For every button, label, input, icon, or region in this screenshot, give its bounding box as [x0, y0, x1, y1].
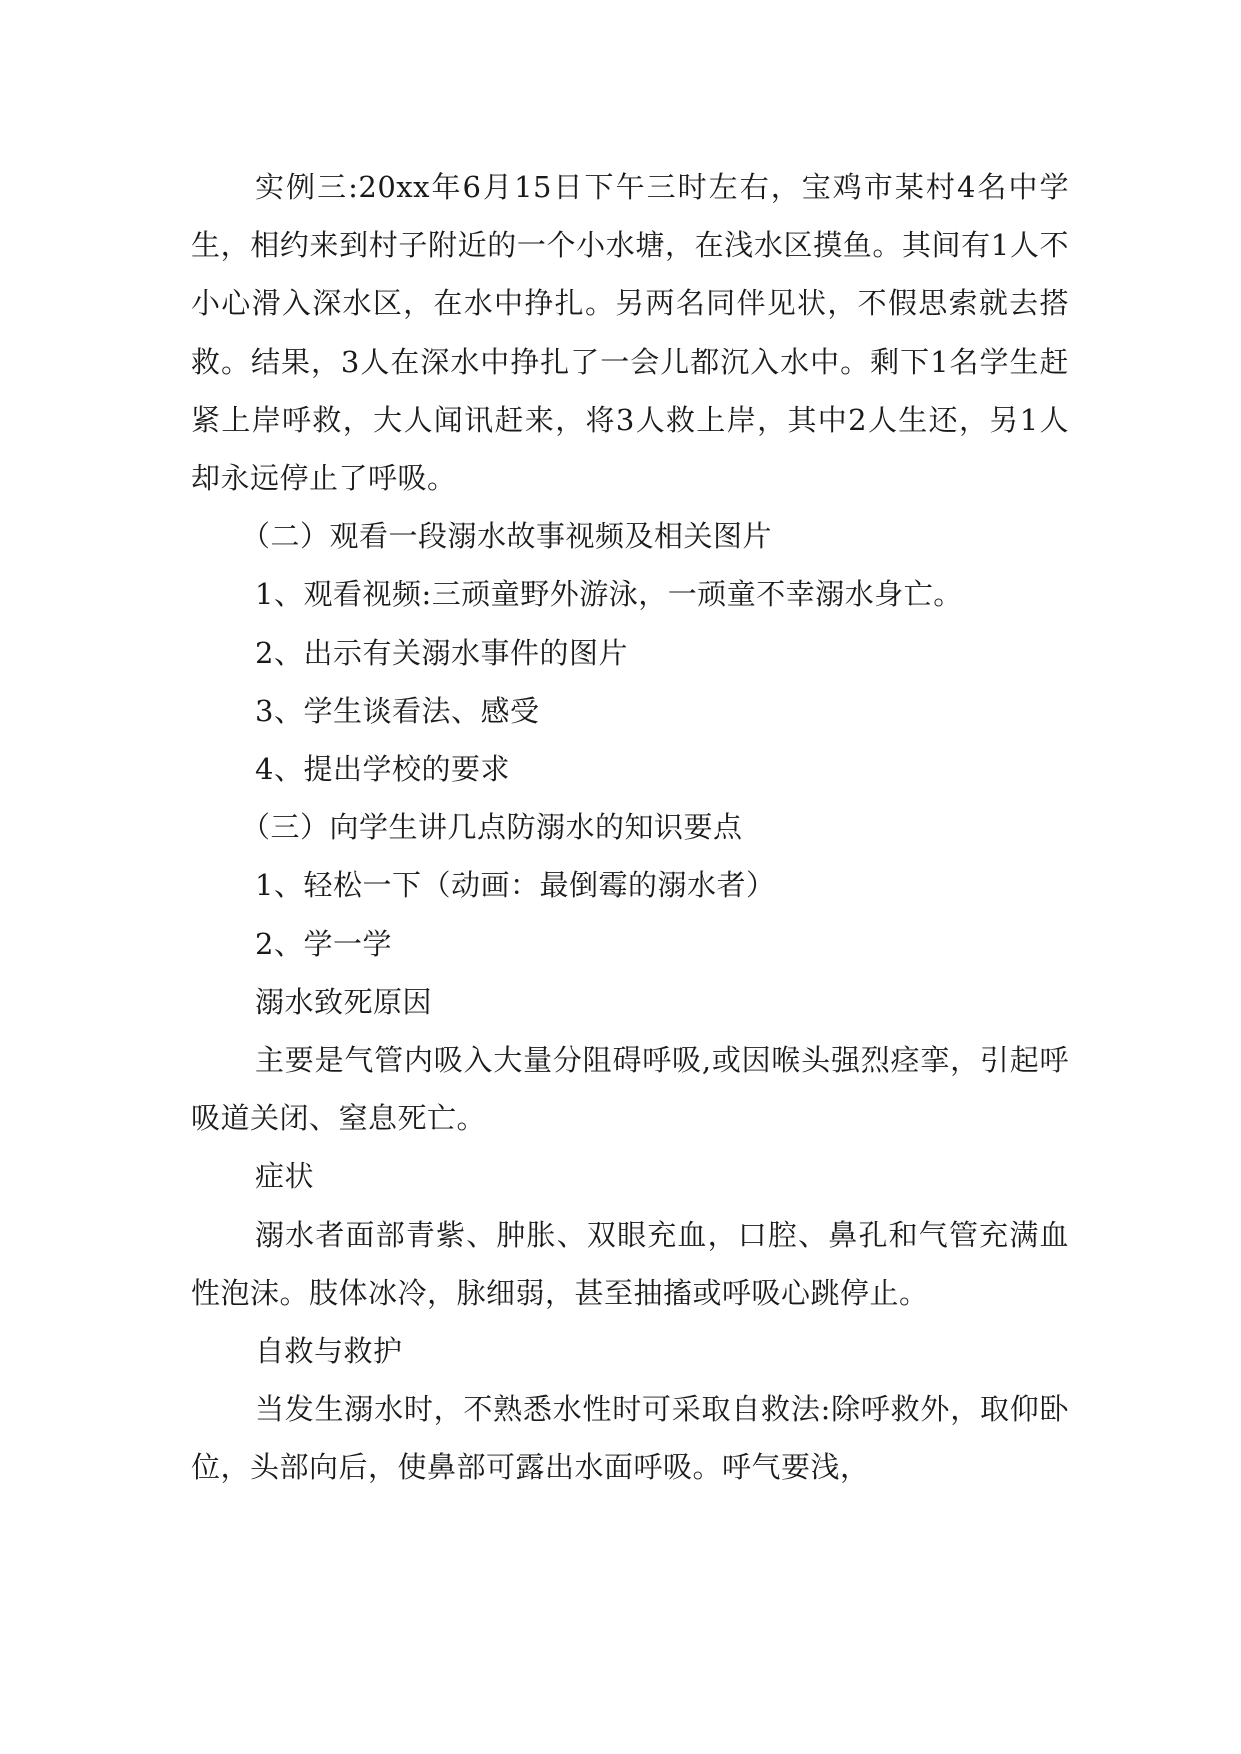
- paragraph-symptoms: 溺水者面部青紫、肿胀、双眼充血，口腔、鼻孔和气管充满血性泡沫。肢体冰冷，脉细弱，甚至抽搐或呼吸心跳停止。: [191, 1217, 1069, 1310]
- paragraph-rescue: 当发生溺水时，不熟悉水性时可采取自救法:除呼救外，取仰卧位，头部向后，使鼻部可露出水面呼吸。呼气要浅，: [191, 1392, 1069, 1485]
- section-heading-two: （二）观看一段溺水故事视频及相关图片: [241, 519, 773, 554]
- list-item: 3、学生谈看法、感受: [255, 693, 540, 728]
- subheading-rescue: 自救与救护: [255, 1334, 403, 1369]
- paragraph-cause: 主要是气管内吸入大量分阻碍呼吸,或因喉头强烈痉挛，引起呼吸道关闭、窒息死亡。: [191, 1043, 1069, 1136]
- subheading-symptoms: 症状: [255, 1159, 315, 1194]
- subheading-cause: 溺水致死原因: [255, 984, 433, 1019]
- paragraph-example-three: 实例三:20xx年6月15日下午三时左右，宝鸡市某村4名中学生，相约来到村子附近的一个小水塘，在浅水区摸鱼。其间有1人不小心滑入深水区，在水中挣扎。另两名同伴见状，不假思索就去搭救。结果，3人在深水中挣扎了一会儿都沉入水中。剩下1名学生赶紧上岸呼救，大人闻讯赶来，将3人救上岸，其中2人生还，另1人却永远停止了呼吸。: [191, 170, 1069, 496]
- list-item: 4、提出学校的要求: [255, 752, 510, 787]
- section-heading-three: （三）向学生讲几点防溺水的知识要点: [241, 810, 743, 845]
- list-item: 1、观看视频:三顽童野外游泳，一顽童不幸溺水身亡。: [255, 577, 963, 612]
- list-item: 2、学一学: [255, 926, 392, 961]
- list-item: 2、出示有关溺水事件的图片: [255, 635, 628, 670]
- list-item: 1、轻松一下（动画：最倒霉的溺水者）: [255, 868, 776, 903]
- document-body: [191, 158, 1069, 1497]
